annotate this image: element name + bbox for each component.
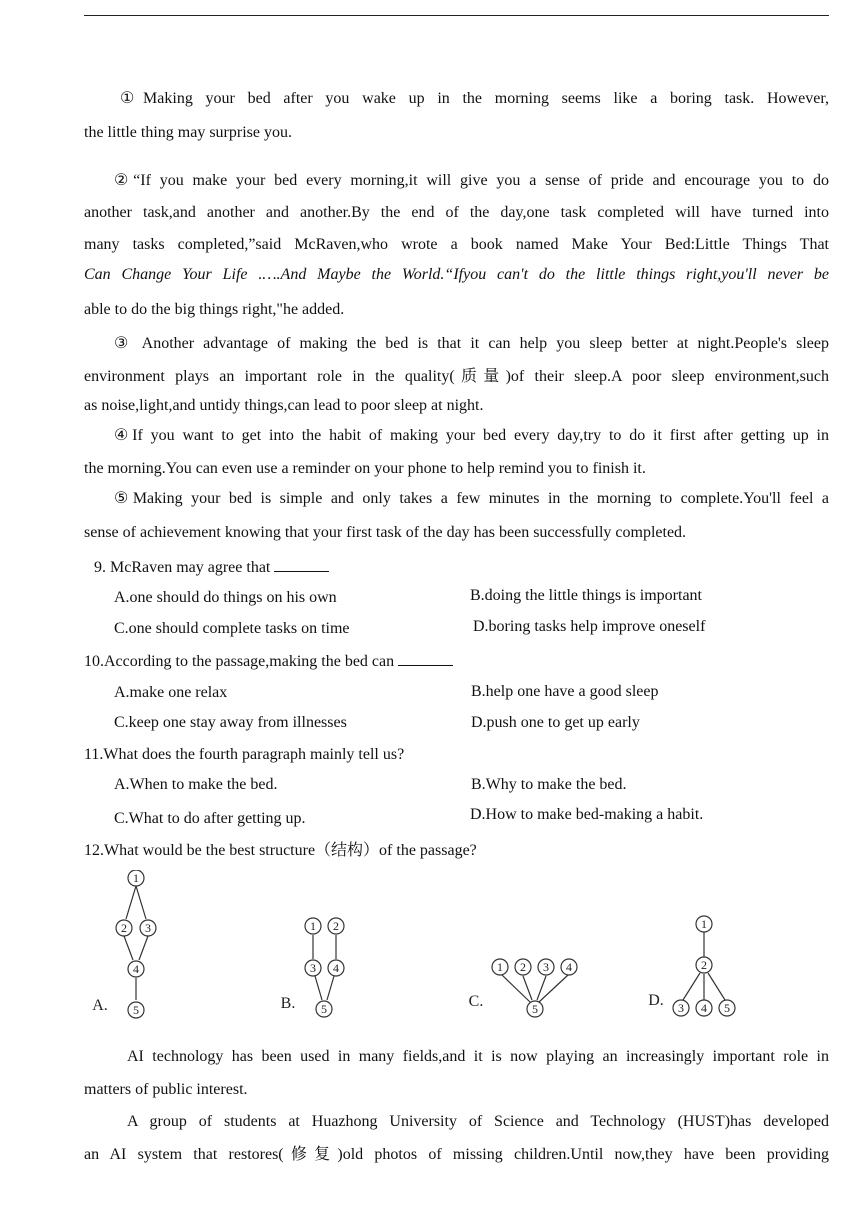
- q9-option-c: C.one should complete tasks on time: [114, 620, 350, 637]
- node-label: 3: [678, 1001, 684, 1015]
- p3-line3: as noise,light,and untidy things,can lead to poor sleep at night.: [84, 397, 484, 414]
- p1-line2: the little thing may surprise you.: [84, 124, 292, 141]
- q12-stem: 12.What would be the best structure（结构）of the passage?: [84, 842, 477, 859]
- node-label: 1: [133, 871, 139, 885]
- node-label: 3: [543, 960, 549, 974]
- p6-line1: AI technology has been used in many fields,and it is now playing an increasingly important role in: [127, 1048, 829, 1065]
- p2-line5: able to do the big things right,"he added.: [84, 301, 345, 318]
- node-label: 5: [321, 1002, 327, 1016]
- node-label: 5: [532, 1002, 538, 1016]
- p3-line1: ③ Another advantage of making the bed is that it can help you sleep better at night.People's sleep: [114, 335, 829, 352]
- structure-diagram-c: [464, 870, 594, 1027]
- structure-diagram-b: [278, 870, 358, 1027]
- p5-line1: ⑤Making your bed is simple and only takes a few minutes in the morning to complete.You'll feel a: [114, 490, 829, 507]
- answer-blank: [398, 651, 453, 666]
- diagram-label: D.: [648, 992, 664, 1009]
- q9-option-d: D.boring tasks help improve oneself: [473, 618, 706, 635]
- q11-option-d: D.How to make bed-making a habit.: [470, 806, 704, 823]
- q10-option-d: D.push one to get up early: [471, 714, 640, 731]
- p2-line3: many tasks completed,”said McRaven,who wrote a book named Make Your Bed:Little Things That: [84, 236, 829, 253]
- structure-diagram-a: [88, 870, 168, 1027]
- q10-stem: 10.According to the passage,making the bed can: [84, 651, 453, 672]
- p1-line1: ①Making your bed after you wake up in the morning seems like a boring task. However,: [120, 90, 829, 107]
- q9-option-b: B.doing the little things is important: [470, 587, 702, 604]
- node-label: 2: [333, 919, 339, 933]
- node-label: 4: [701, 1001, 707, 1015]
- node-label: 3: [145, 921, 151, 935]
- node-label: 4: [333, 961, 339, 975]
- p6-line2: matters of public interest.: [84, 1081, 248, 1098]
- node-label: 2: [701, 958, 707, 972]
- p2-line2: another task,and another and another.By the end of the day,one task completed will have turned into: [84, 204, 829, 221]
- q10-option-b: B.help one have a good sleep: [471, 683, 659, 700]
- q11-option-a: A.When to make the bed.: [114, 776, 278, 793]
- p2-line4: Can Change Your Life .….And Maybe the World.“Ifyou can't do the little things right,you'll never be: [84, 266, 829, 283]
- structure-diagram-d: [644, 870, 744, 1027]
- q9-option-a: A.one should do things on his own: [114, 589, 337, 606]
- node-label: 1: [701, 917, 707, 931]
- diagram-label: A.: [92, 997, 108, 1014]
- q11-stem: 11.What does the fourth paragraph mainly tell us?: [84, 746, 405, 763]
- p4-line1: ④If you want to get into the habit of making your bed every day,try to do it first after getting up in: [114, 427, 829, 444]
- node-label: 2: [520, 960, 526, 974]
- p7-line1: A group of students at Huazhong University of Science and Technology (HUST)has developed: [127, 1113, 829, 1130]
- p5-line2: sense of achievement knowing that your first task of the day has been successfully completed.: [84, 524, 687, 541]
- top-rule: [84, 15, 829, 16]
- node-label: 1: [310, 919, 316, 933]
- q11-option-b: B.Why to make the bed.: [471, 776, 627, 793]
- answer-blank: [274, 557, 329, 572]
- p4-line2: the morning.You can even use a reminder on your phone to help remind you to finish it.: [84, 460, 646, 477]
- q9-stem: 9. McRaven may agree that: [94, 557, 329, 578]
- node-label: 4: [133, 962, 139, 976]
- q10-option-a: A.make one relax: [114, 684, 228, 701]
- q11-option-c: C.What to do after getting up.: [114, 810, 306, 827]
- q10-option-c: C.keep one stay away from illnesses: [114, 714, 347, 731]
- node-label: 5: [724, 1001, 730, 1015]
- p2-line1: ②“If you make your bed every morning,it will give you a sense of pride and encourage you to do: [114, 172, 829, 189]
- diagram-label: C.: [468, 993, 484, 1010]
- node-label: 1: [497, 960, 503, 974]
- p7-line2: an AI system that restores(修复)old photos of missing children.Until now,they have been providing: [84, 1146, 829, 1163]
- node-label: 2: [121, 921, 127, 935]
- node-label: 3: [310, 961, 316, 975]
- p3-line2: environment plays an important role in the quality(质量)of their sleep.A poor sleep environment,such: [84, 368, 829, 385]
- node-label: 4: [566, 960, 572, 974]
- node-label: 5: [133, 1003, 139, 1017]
- diagram-label: B.: [280, 995, 296, 1012]
